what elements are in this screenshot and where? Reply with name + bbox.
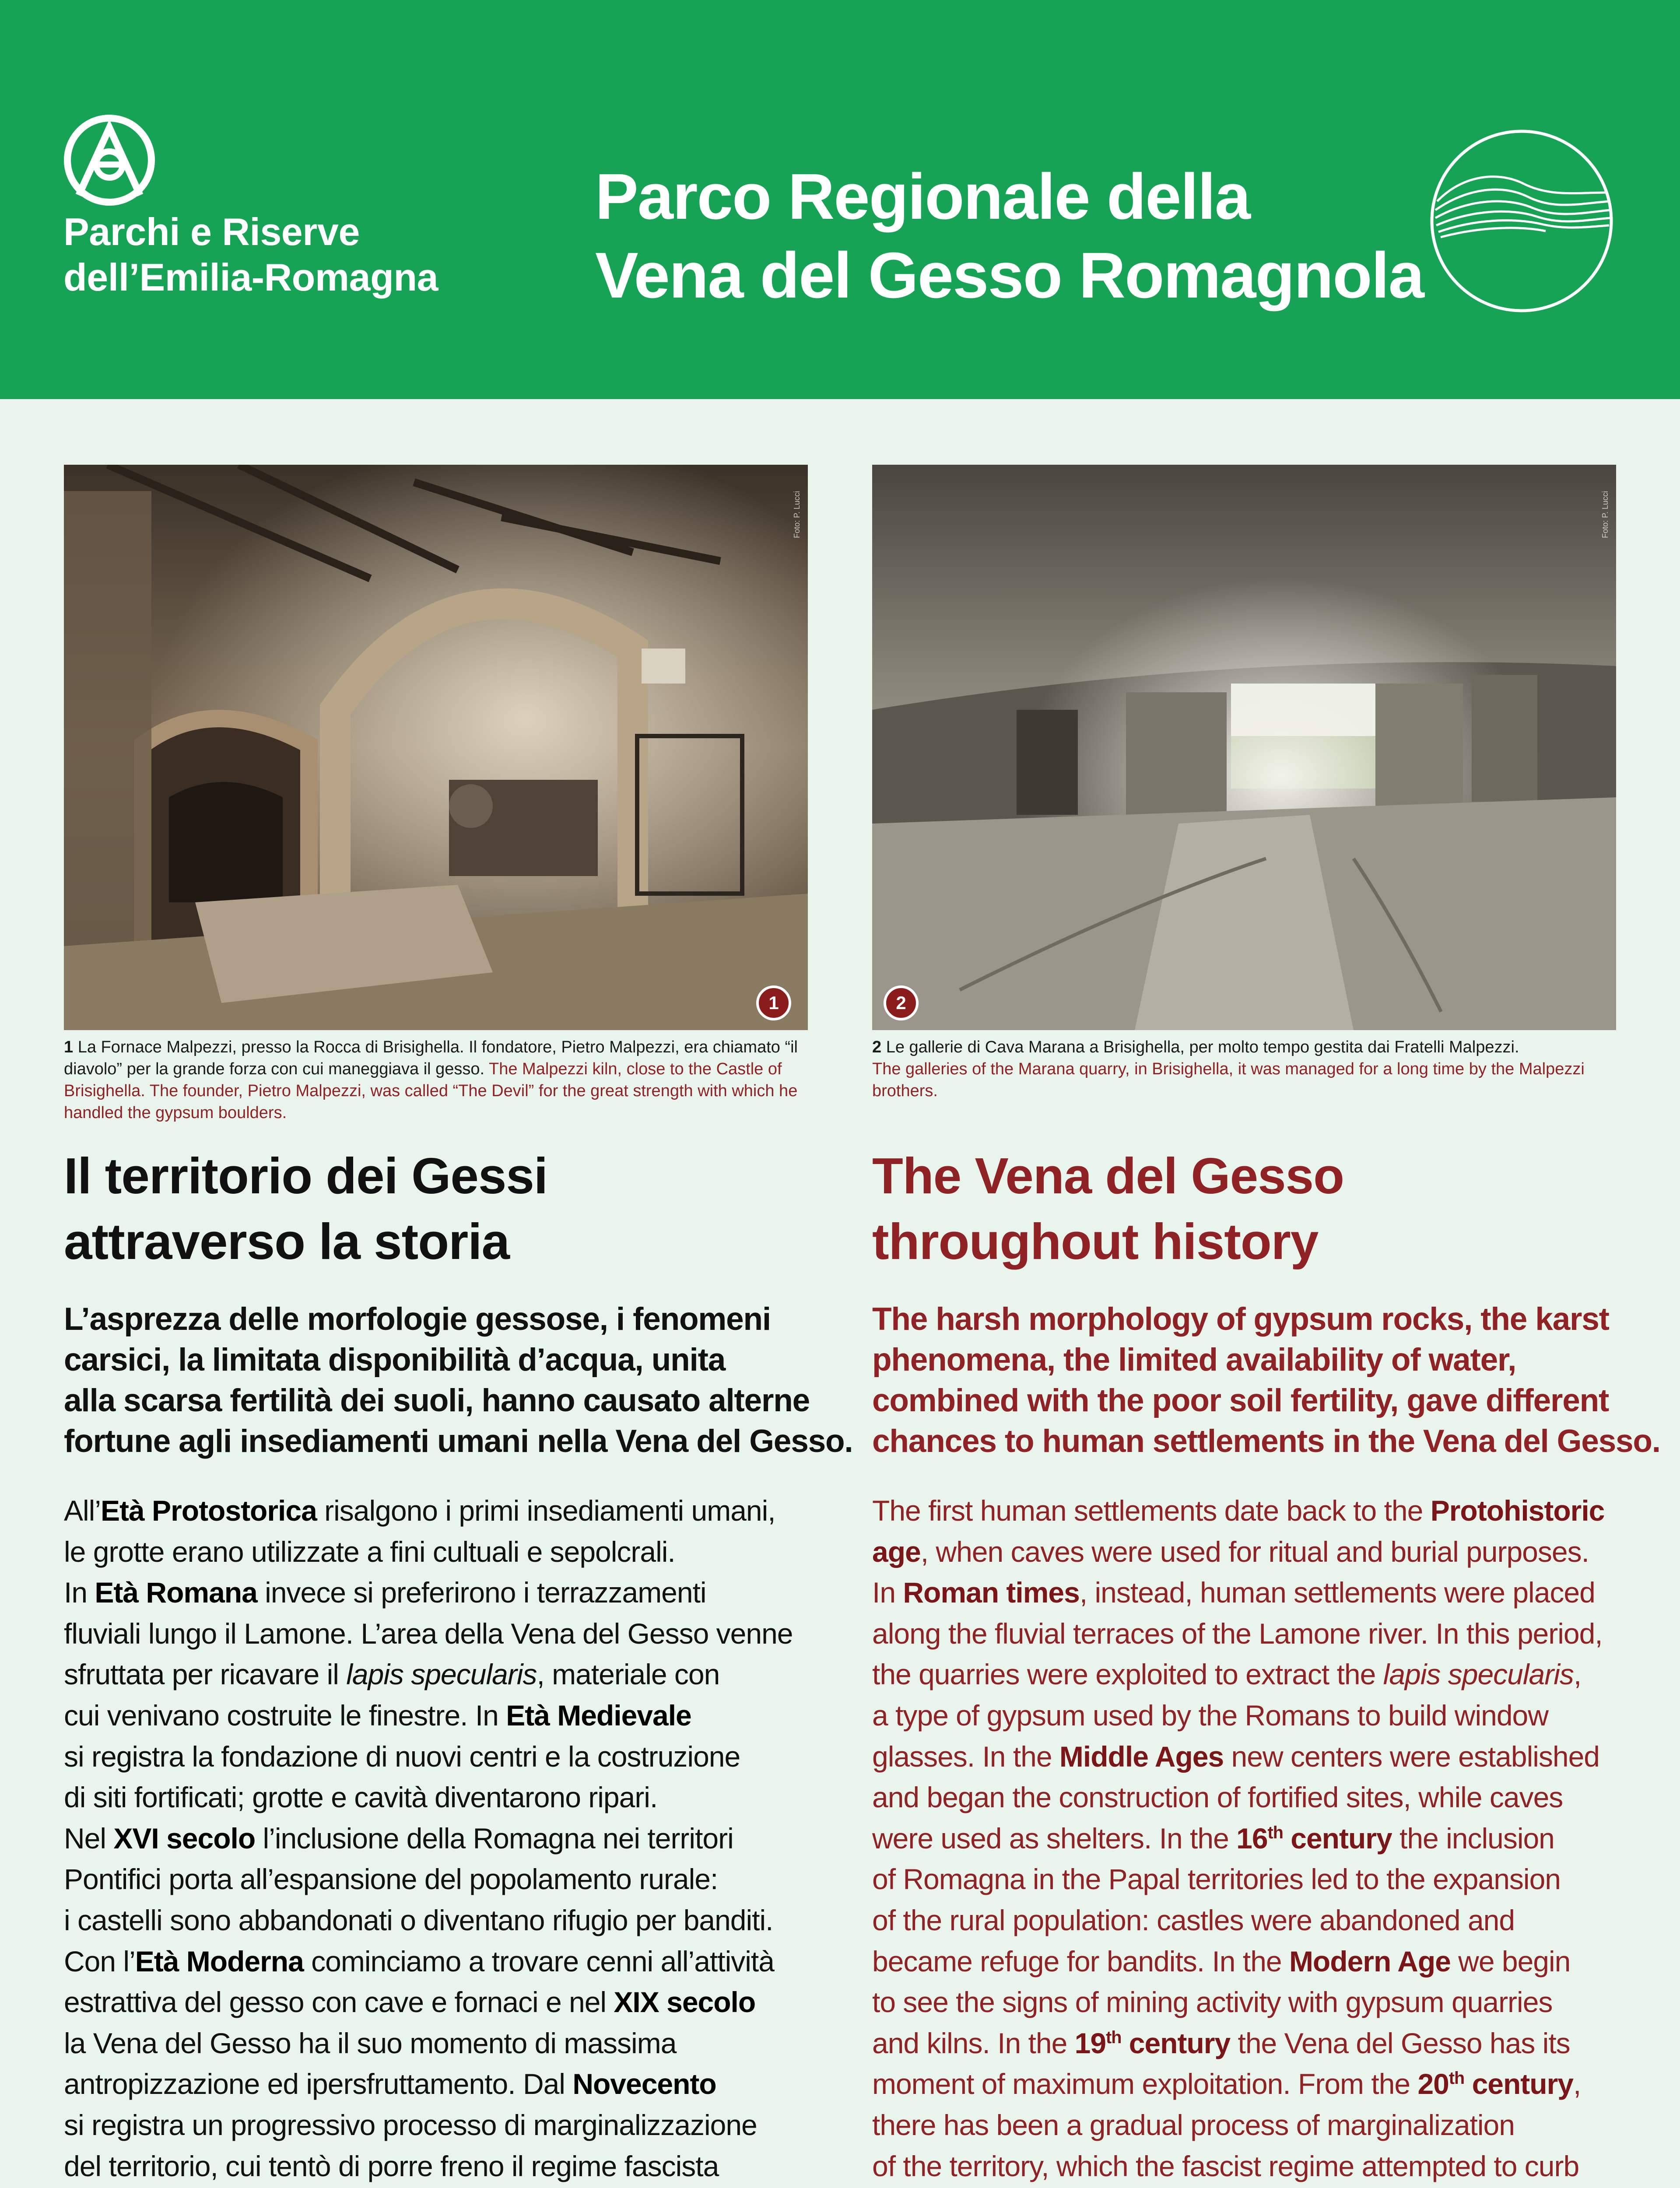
photo-fornace-malpezzi [64, 465, 808, 1030]
lead-line: alla scarsa fertilità dei suoli, hanno causato alterne [64, 1383, 810, 1418]
body-line: age, when caves were used for ritual and burial purposes. [872, 1535, 1589, 1568]
body-line: Con l’Età Moderna cominciamo a trovare cenni all’attività [64, 1945, 774, 1978]
org-name-line1: Parchi e Riserve [63, 210, 360, 253]
body-line: of Romagna in the Papal territories led to the expansion [872, 1863, 1561, 1896]
lead-line: carsici, la limitata disponibilità d’acqua, unita [64, 1342, 726, 1378]
english-lead [872, 1299, 1660, 1462]
header-banner [0, 0, 1680, 399]
photo2-caption [872, 1036, 1616, 1102]
english-body-text [872, 1490, 1651, 2188]
english-heading [872, 1143, 1625, 1274]
body-line: si registra la fondazione di nuovi centri e la costruzione [64, 1740, 740, 1773]
body-line: estrattiva del gesso con cave e fornaci e nel XIX secolo [64, 1986, 756, 2019]
photo-credit: Foto: P. Lucci [793, 491, 801, 538]
body-line: le grotte erano utilizzate a fini cultuali e sepolcrali. [64, 1535, 675, 1568]
body-line: Nel XVI secolo l’inclusione della Romagna nei territori [64, 1822, 733, 1855]
body-line: the quarries were exploited to extract the lapis specularis, [872, 1658, 1582, 1691]
body-line: became refuge for bandits. In the Modern Age we begin [872, 1945, 1571, 1978]
org-name [63, 209, 501, 300]
photo-cava-marana [872, 465, 1616, 1030]
italian-heading [64, 1143, 817, 1274]
body-line: All’Età Protostorica risalgono i primi insediamenti umani, [64, 1494, 775, 1527]
park-title [595, 158, 1427, 315]
parks-logo-icon [61, 112, 158, 208]
body-line: di siti fortificati; grotte e cavità diventarono ripari. [64, 1781, 658, 1814]
body-line: Pontifici porta all’espansione del popolamento rurale: [64, 1863, 718, 1896]
caption-italian: Le gallerie di Cava Marana a Brisighella, per molto tempo gestita dai Fratelli Malpezzi. [881, 1038, 1519, 1056]
body-line: and began the construction of fortified sites, while caves [872, 1781, 1563, 1814]
lead-line: L’asprezza delle morfologie gessose, i fenomeni [64, 1301, 771, 1337]
body-line: del territorio, cui tentò di porre freno il regime fascista [64, 2149, 719, 2182]
body-line: there has been a gradual process of marginalization [872, 2108, 1515, 2141]
body-line: to see the signs of mining activity with gypsum quarries [872, 1986, 1553, 2019]
photo-number-badge: 1 [756, 985, 791, 1020]
photo-number-badge: 2 [884, 985, 919, 1020]
photo-credit: Foto: P. Lucci [1601, 491, 1610, 538]
body-line: were used as shelters. In the 16th century the inclusion [872, 1822, 1554, 1855]
body-line: along the fluvial terraces of the Lamone river. In this period, [872, 1617, 1603, 1650]
body-line: and kilns. In the 19th century the Vena del Gesso has its [872, 2027, 1570, 2059]
caption-number: 2 [872, 1038, 882, 1056]
english-heading-line2: throughout history [872, 1213, 1319, 1270]
body-line: sfruttata per ricavare il lapis specularis, materiale con [64, 1658, 720, 1691]
body-line: si registra un progressivo processo di marginalizzazione [64, 2108, 757, 2141]
lead-line: The harsh morphology of gypsum rocks, the karst [872, 1301, 1609, 1337]
body-line: a type of gypsum used by the Romans to build window [872, 1699, 1548, 1732]
body-line: cui venivano costruite le finestre. In Età Medievale [64, 1699, 691, 1732]
italian-heading-line2: attraverso la storia [64, 1213, 510, 1270]
lead-line: fortune agli insediamenti umani nella Vena del Gesso. [64, 1424, 853, 1459]
quarry-gallery-image [872, 465, 1616, 1030]
kiln-photo-image [64, 465, 808, 1030]
lead-line: phenomena, the limited availability of water, [872, 1342, 1516, 1378]
body-line: i castelli sono abbandonati o diventano rifugio per banditi. [64, 1904, 773, 1936]
body-line: The first human settlements date back to the Protohistoric [872, 1494, 1605, 1527]
body-line: In Età Romana invece si preferirono i terrazzamenti [64, 1576, 706, 1609]
body-line: fluviali lungo il Lamone. L’area della Vena del Gesso venne [64, 1617, 793, 1650]
photo1-caption [64, 1036, 808, 1124]
org-name-line2: dell’Emilia-Romagna [63, 256, 438, 299]
english-heading-line1: The Vena del Gesso [872, 1147, 1344, 1204]
caption-english: The Malpezzi kiln, close to the Castle of Brisighella. The founder, Pietro Malpezzi, was called “The Devil” for the great strength with which he handled the gypsum boulders. [64, 1060, 798, 1122]
lead-line: chances to human settlements in the Vena del Gesso. [872, 1424, 1660, 1459]
body-line: la Vena del Gesso ha il suo momento di massima [64, 2027, 677, 2059]
body-line: of the territory, which the fascist regime attempted to curb [872, 2149, 1579, 2182]
italian-body-text [64, 1490, 843, 2188]
body-line: antropizzazione ed ipersfruttamento. Dal Novecento [64, 2068, 716, 2100]
body-line: In Roman times, instead, human settlements were placed [872, 1576, 1595, 1609]
body-line: of the rural population: castles were abandoned and [872, 1904, 1515, 1936]
italian-lead [64, 1299, 853, 1462]
italian-heading-line1: Il territorio dei Gessi [64, 1147, 548, 1204]
caption-english: The galleries of the Marana quarry, in Brisighella, it was managed for a long time by the Malpezzi brothers. [872, 1060, 1585, 1100]
park-title-line1: Parco Regionale della [595, 161, 1250, 233]
park-logo-icon [1427, 127, 1616, 315]
caption-number: 1 [64, 1038, 74, 1056]
body-line: moment of maximum exploitation. From the 20th century, [872, 2068, 1581, 2100]
caption-italian: La Fornace Malpezzi, presso la Rocca di Brisighella. Il fondatore, Pietro Malpezzi, era chiamato “il diavolo” per la grande forza con cui maneggiava il gesso. [64, 1038, 798, 1078]
park-title-line2: Vena del Gesso Romagnola [595, 239, 1424, 312]
body-line: glasses. In the Middle Ages new centers were established [872, 1740, 1600, 1773]
lead-line: combined with the poor soil fertility, gave different [872, 1383, 1609, 1418]
